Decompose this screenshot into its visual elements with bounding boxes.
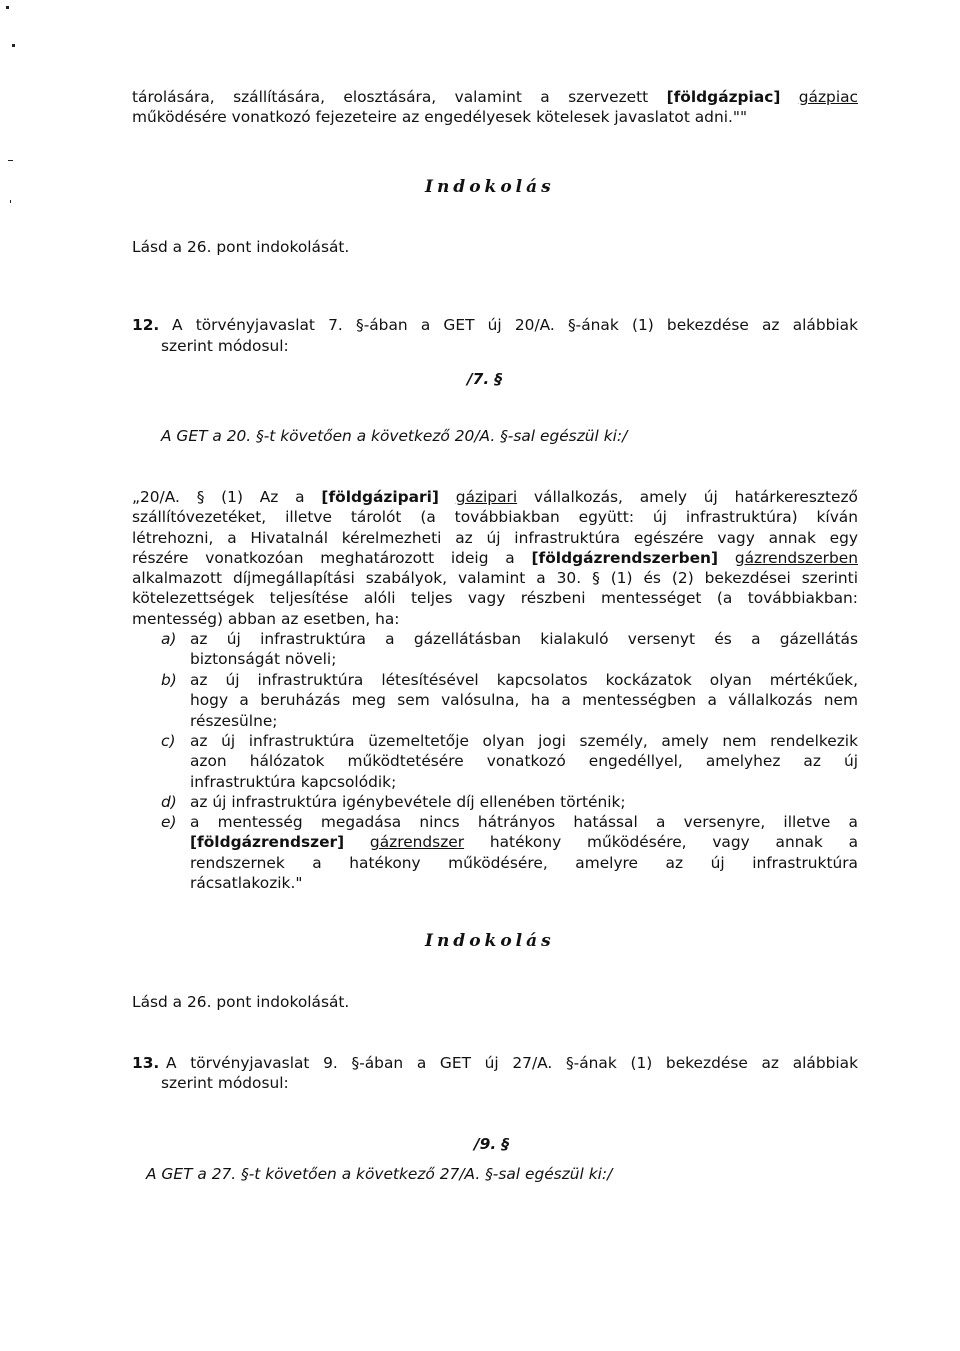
section-reference: /7. § <box>467 370 503 388</box>
list-item-line: biztonságát növeli; <box>190 650 337 669</box>
list-item-letter: b) <box>161 671 177 689</box>
list-item-line: rácsatlakozik." <box>190 873 303 892</box>
list-item-line: infrastruktúra kapcsolódik; <box>190 772 397 791</box>
deleted-term: [földgázipari] <box>321 488 439 506</box>
inserted-term: gázrendszerben <box>734 548 858 567</box>
section-text <box>132 487 858 629</box>
deleted-term: [földgázrendszerben] <box>531 548 719 567</box>
intro-text: tárolására, szállítására, elosztására, valamint a szervezett <box>132 88 667 106</box>
inserted-term: gázpiac <box>798 88 858 106</box>
list-item-letter: a) <box>161 630 177 648</box>
section-line: létrehozni, a Hivatalnál kérelmezheti az új infrastruktúra egészére vagy annak egy <box>132 528 858 547</box>
list-item-line <box>190 832 858 852</box>
list-item-line: az új infrastruktúra üzemeltetője olyan jogi személy, amely nem rendelkezik <box>190 732 858 750</box>
scan-speck <box>8 160 13 161</box>
scan-speck <box>6 6 9 9</box>
insertion-note: A GET a 27. §-t követően a következő 27/A. §-sal egészül ki:/ <box>146 1165 613 1183</box>
list-item-letter: d) <box>161 793 177 811</box>
section-text-part: részére vonatkozóan meghatározott ideig a <box>132 548 532 567</box>
intro-line <box>132 87 858 107</box>
list-item <box>190 812 858 893</box>
item-number: 13. <box>132 1054 160 1072</box>
list-item <box>190 629 858 670</box>
amendment-instruction: A törvényjavaslat 9. §-ában a GET új 27/A. §-ának (1) bekezdése az alábbiak <box>166 1054 858 1072</box>
list-item-line: a mentesség megadása nincs hátrányos hatással a versenyre, illetve a <box>190 813 858 831</box>
section-line: szállítóvezetéket, illetve tárolót (a továbbiakban együtt: új infrastruktúra) kíván <box>132 508 858 527</box>
list-item <box>190 792 858 812</box>
inserted-term: gázipari <box>455 488 518 506</box>
list-item-text: hatékony működésére, vagy annak a <box>464 833 858 852</box>
inserted-term: gázrendszer <box>369 833 465 852</box>
list-item-line: az új infrastruktúra létesítésével kapcsolatos kockázatok olyan mértékűek, <box>190 671 858 689</box>
section-space <box>718 549 735 567</box>
item-number: 12. <box>132 316 160 334</box>
intro-paragraph <box>132 87 858 128</box>
justification-reference: Lásd a 26. pont indokolását. <box>132 238 350 256</box>
list-item-line: hogy a beruházás meg sem valósulna, ha a mentességben a vállalkozás nem <box>190 691 858 710</box>
section-text-part: vállalkozás, amely új határkeresztező <box>517 488 858 506</box>
justification-heading: Indokolás <box>425 177 555 197</box>
scan-speck <box>10 200 11 203</box>
list-item-line: rendszernek a hatékony működésére, amelyre az új infrastruktúra <box>190 853 858 872</box>
list-item-line: az új infrastruktúra a gázellátásban kialakuló versenyt és a gázellátás <box>190 630 858 648</box>
amendment-instruction: szerint módosul: <box>161 337 289 355</box>
deleted-term: [földgázrendszer] <box>190 833 345 852</box>
insertion-note: A GET a 20. §-t követően a következő 20/A. §-sal egészül ki:/ <box>161 427 628 445</box>
list-item-letter: e) <box>161 813 177 831</box>
intro-space <box>780 88 798 106</box>
amendment-instruction: A törvényjavaslat 7. §-ában a GET új 20/A. §-ának (1) bekezdése az alábbiak <box>172 316 858 334</box>
section-line: kötelezettségek teljesítése alóli teljes vagy részbeni mentességet (a továbbiakban: <box>132 589 858 608</box>
section-line <box>132 548 858 568</box>
scan-speck <box>12 44 15 47</box>
intro-line: működésére vonatkozó fejezeteire az engedélyesek kötelesek javaslatot adni."" <box>132 108 748 127</box>
list-item <box>190 731 858 792</box>
list-item-space <box>344 833 370 851</box>
section-line: mentesség) abban az esetben, ha: <box>132 609 400 628</box>
section-reference: /9. § <box>474 1135 510 1153</box>
justification-reference: Lásd a 26. pont indokolását. <box>132 993 350 1011</box>
list-item-line: részesülne; <box>190 711 278 730</box>
amendment-instruction: szerint módosul: <box>161 1074 289 1092</box>
section-space <box>439 488 456 506</box>
section-line: alkalmazott díjmegállapítási szabályok, valamint a 30. § (1) és (2) bekezdései szerinti <box>132 569 858 588</box>
section-text-part: „20/A. § (1) Az a <box>132 488 322 506</box>
section-line <box>132 487 858 507</box>
list-item <box>190 670 858 731</box>
justification-heading: Indokolás <box>425 931 555 951</box>
list-item-letter: c) <box>161 732 176 750</box>
deleted-term: [földgázpiac] <box>666 88 781 106</box>
list-item-line: azon hálózatok működtetésére vonatkozó engedéllyel, amelyhez az új <box>190 752 858 771</box>
list-item-line: az új infrastruktúra igénybevétele díj ellenében történik; <box>190 793 626 811</box>
